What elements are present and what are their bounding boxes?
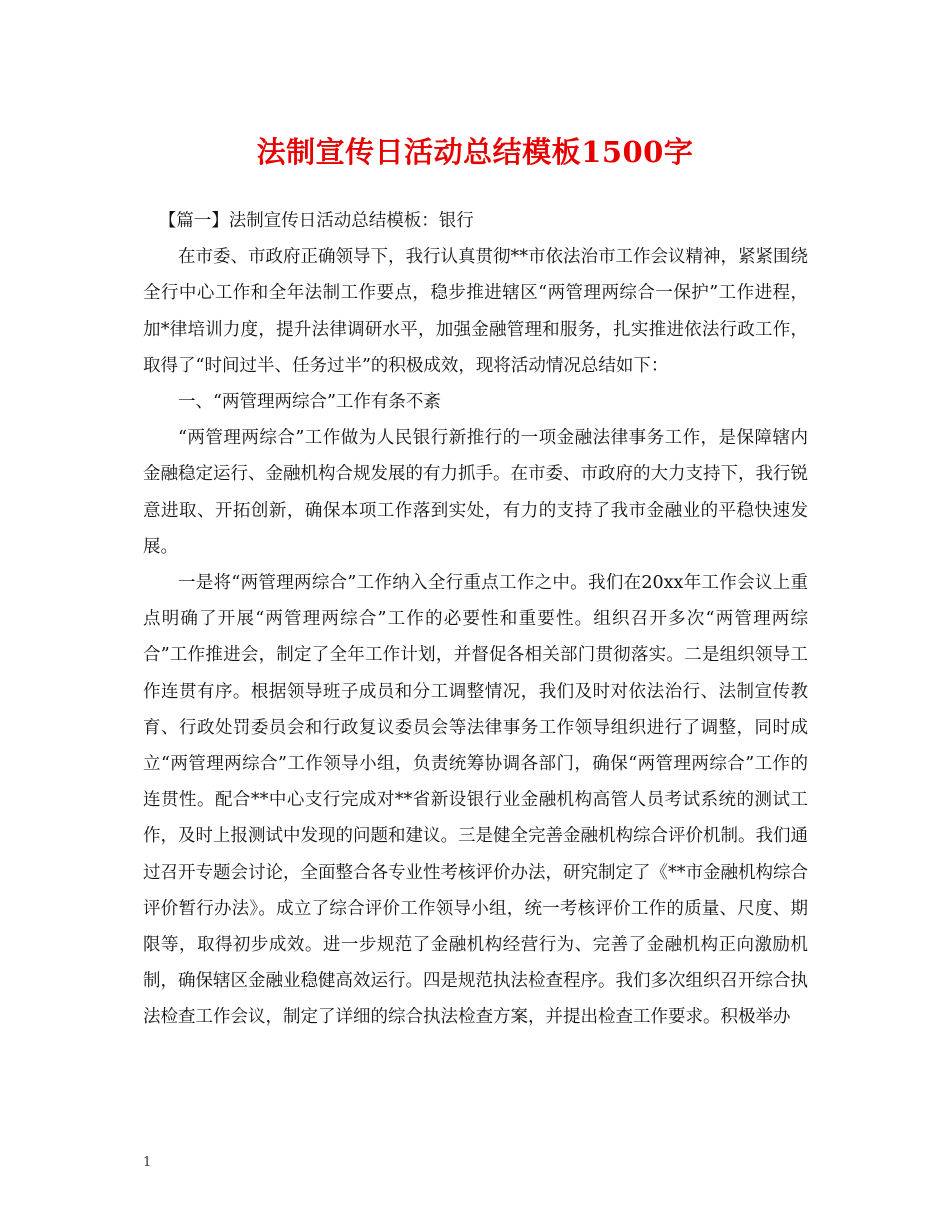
page-number: 1	[143, 1155, 152, 1170]
paragraph-subheading: 一、“两管理两综合”工作有条不紊	[178, 392, 441, 413]
paragraph: “两管理两综合”工作做为人民银行新推行的一项金融法律事务工作，是保障辖内金融稳定运行、金融机构合规发展的有力抓手。在市委、市政府的大力支持下，我行锐意进取、开拓创新，确保本项工作落到实处，有力的支持了我市金融业的平稳快速发展。	[143, 428, 808, 557]
document-body	[143, 203, 808, 1036]
section-heading: 【篇一】法制宣传日活动总结模板：银行	[158, 211, 474, 231]
paragraph: 一是将“两管理两综合”工作纳入全行重点工作之中。我们在20xx年工作会议上重点明确了开展“两管理两综合”工作的必要性和重要性。组织召开多次“两管理两综合”工作推进会，制定了全年工作计划，并督促各相关部门贯彻落实。二是组织领导工作连贯有序。根据领导班子成员和分工调整情况，我们及时对依法治行、法制宣传教育、行政处罚委员会和行政复议委员会等法律事务工作领导组织进行了调整，同时成立“两管理两综合”工作领导小组，负责统筹协调各部门，确保“两管理两综合”工作的连贯性。配合**中心支行完成对**省新设银行业金融机构高管人员考试系统的测试工作，及时上报测试中发现的问题和建议。三是健全完善金融机构综合评价机制。我们通过召开专题会讨论，全面整合各专业性考核评价办法，研究制定了《**市金融机构综合评价暂行办法》。成立了综合评价工作领导小组，统一考核评价工作的质量、尺度、期限等，取得初步成效。进一步规范了金融机构经营行为、完善了金融机构正向激励机制，确保辖区金融业稳健高效运行。四是规范执法检查程序。我们多次组织召开综合执法检查工作会议，制定了详细的综合执法检查方案，并提出检查工作要求。积极举办	[143, 573, 808, 1028]
paragraph: 在市委、市政府正确领导下，我行认真贯彻**市依法治市工作会议精神，紧紧围绕全行中心工作和全年法制工作要点，稳步推进辖区“两管理两综合一保护”工作进程，加*律培训力度，提升法律调研水平，加强金融管理和服务，扎实推进依法行政工作，取得了“时间过半、任务过半”的积极成效，现将活动情况总结如下：	[143, 247, 808, 376]
document-title: 法制宣传日活动总结模板1500字	[256, 135, 694, 169]
